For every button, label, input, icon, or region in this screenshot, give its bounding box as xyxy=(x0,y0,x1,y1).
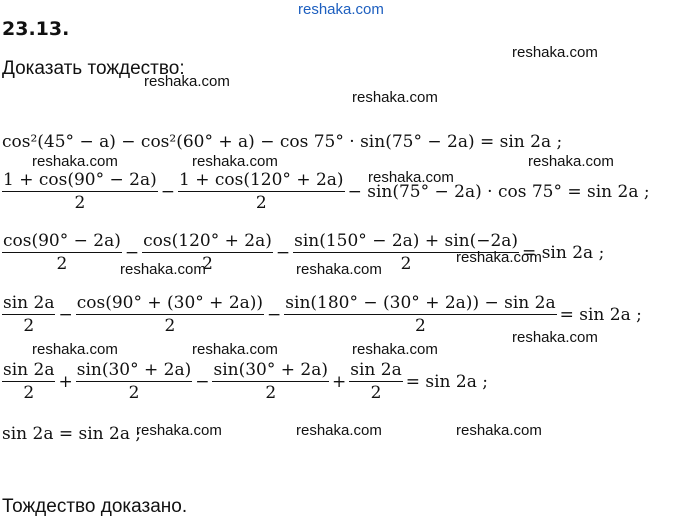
denominator: 2 xyxy=(164,316,176,336)
numerator: sin 2a xyxy=(3,360,55,380)
watermark: reshaka.com xyxy=(512,329,598,346)
numerator: cos(120° + 2a) xyxy=(143,231,272,251)
denominator: 2 xyxy=(415,316,426,336)
numerator: cos(90° + (30° + 2a)) xyxy=(76,293,264,313)
denominator: 2 xyxy=(265,383,277,403)
watermark: reshaka.com xyxy=(512,44,598,61)
watermark: reshaka.com xyxy=(298,1,384,18)
numerator: sin(150° − 2a) + sin(−2a) xyxy=(294,231,519,251)
numerator: cos(90° − 2a) xyxy=(3,231,121,251)
denominator: 2 xyxy=(370,383,382,403)
watermark: reshaka.com xyxy=(32,341,118,358)
fraction xyxy=(349,360,402,403)
denominator: 2 xyxy=(400,254,412,274)
numerator: 1 + cos(90° − 2a) xyxy=(3,170,157,190)
fraction xyxy=(76,293,264,336)
numerator: sin 2a xyxy=(3,293,55,313)
denominator: 2 xyxy=(56,254,68,274)
denominator: 2 xyxy=(128,383,140,403)
minus-sign: − xyxy=(267,304,282,325)
minus-sign: − xyxy=(195,371,210,392)
numerator: sin(30° + 2a) xyxy=(76,360,192,380)
minus-sign: − xyxy=(58,304,73,325)
equation-line-1: cos²(45° − a) − cos²(60° + a) − cos 75° · sin(75° − 2a) = sin 2a ; xyxy=(2,132,563,152)
watermark: reshaka.com xyxy=(32,153,118,170)
watermark: reshaka.com xyxy=(296,422,382,439)
watermark: reshaka.com xyxy=(368,169,454,186)
equation-tail: = sin 2a ; xyxy=(522,242,605,263)
fraction xyxy=(76,360,193,403)
watermark: reshaka.com xyxy=(456,422,542,439)
fraction xyxy=(178,170,345,213)
denominator: 2 xyxy=(23,316,35,336)
watermark: reshaka.com xyxy=(136,422,222,439)
watermark: reshaka.com xyxy=(192,341,278,358)
fraction xyxy=(2,231,122,274)
numerator: sin(180° − (30° + 2a)) − sin 2a xyxy=(285,293,556,313)
fraction xyxy=(212,360,329,403)
watermark: reshaka.com xyxy=(456,249,542,266)
equation-line-5 xyxy=(2,360,491,403)
watermark: reshaka.com xyxy=(352,89,438,106)
denominator: 2 xyxy=(23,383,35,403)
equation-line-6: sin 2a = sin 2a ; xyxy=(2,424,142,444)
numerator: sin 2a xyxy=(350,360,402,380)
denominator: 2 xyxy=(202,254,213,274)
minus-sign: − xyxy=(275,242,291,263)
numerator: 1 + cos(120° + 2a) xyxy=(179,170,344,190)
equation-line-2 xyxy=(2,170,653,213)
problem-number: 23.13. xyxy=(2,18,70,40)
plus-sign: + xyxy=(58,371,73,392)
conclusion: Тождество доказано. xyxy=(2,496,188,517)
denominator: 2 xyxy=(255,193,267,213)
fraction xyxy=(2,360,55,403)
watermark: reshaka.com xyxy=(296,261,382,278)
plus-sign: + xyxy=(332,371,347,392)
watermark: reshaka.com xyxy=(352,341,438,358)
watermark: reshaka.com xyxy=(528,153,614,170)
minus-sign: − xyxy=(160,181,175,202)
watermark: reshaka.com xyxy=(144,73,230,90)
watermark: reshaka.com xyxy=(120,261,206,278)
denominator: 2 xyxy=(74,193,86,213)
problem-statement: Доказать тождество: xyxy=(2,58,185,79)
equation-tail: = sin 2a ; xyxy=(559,304,642,325)
equation-tail: = sin 2a ; xyxy=(405,371,488,392)
fraction xyxy=(2,170,158,213)
equation-tail: − sin(75° − 2a) · cos 75° = sin 2a ; xyxy=(347,181,650,202)
minus-sign: − xyxy=(124,242,140,263)
numerator: sin(30° + 2a) xyxy=(213,360,328,380)
fraction xyxy=(2,293,55,336)
watermark: reshaka.com xyxy=(192,153,278,170)
